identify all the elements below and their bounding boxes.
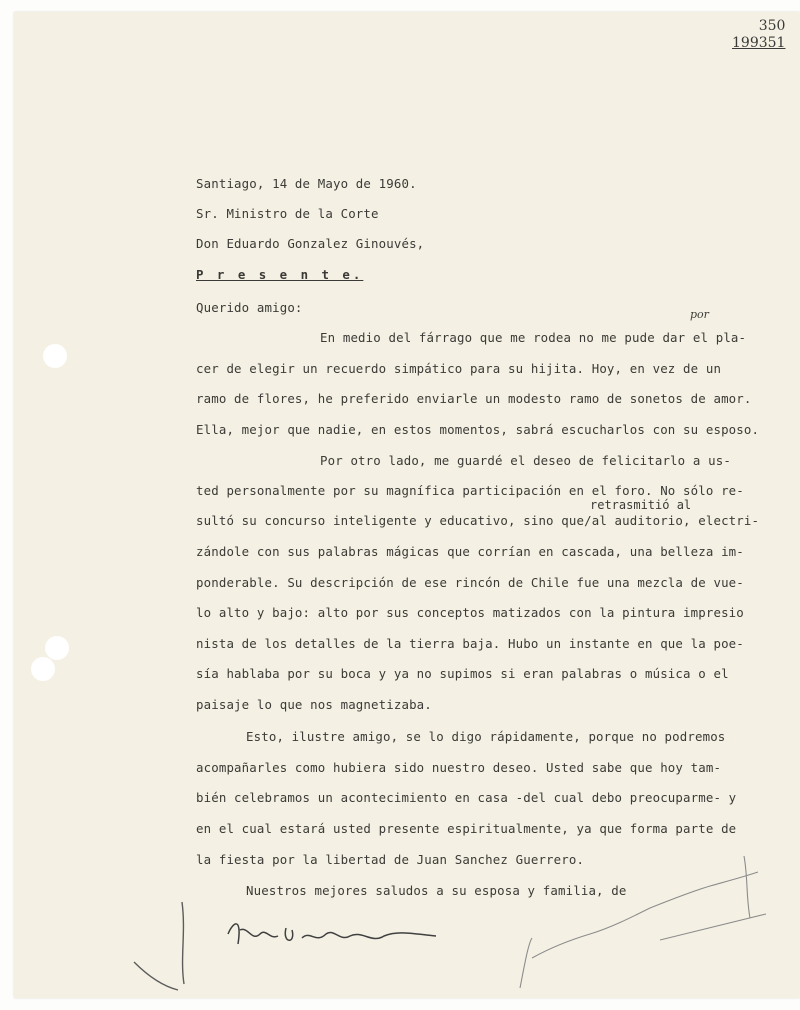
signature-matilde [510,848,780,998]
recipient-name: Don Eduardo Gonzalez Ginouvés, [196,236,425,251]
salutation: Querido amigo: [196,300,303,315]
archive-reference-number: 350 [758,18,786,34]
body-line: Esto, ilustre amigo, se lo digo rápidamente, porque no podremos [246,729,726,744]
body-line: sultó su concurso inteligente y educativo, sino que/al auditorio, electri- [196,513,760,528]
body-line: paisaje lo que nos magnetizaba. [196,697,432,712]
letter-sheet [14,12,800,998]
body-line: nista de los detalles de la tierra baja. Hubo un instante en que la poe- [196,636,744,651]
body-line: la fiesta por la libertad de Juan Sanchez Guerrero. [196,852,585,867]
signature-neruda [222,900,452,970]
body-line: Por otro lado, me guardé el deseo de felicitarlo a us- [320,453,731,468]
body-line: En medio del fárrago que me rodea no me pude dar el pla- [320,330,747,345]
body-line: bién celebramos un acontecimiento en casa -del cual debo preocuparme- y [196,790,737,805]
signature-left-stroke [124,892,214,992]
date-line: Santiago, 14 de Mayo de 1960. [196,176,417,191]
typed-insert-retransmitio: retrasmitió al [590,498,692,512]
closing-line: Nuestros mejores saludos a su esposa y familia, de [246,883,627,898]
body-line: en el cual estará usted presente espiritualmente, ya que forma parte de [196,821,737,836]
body-line: ponderable. Su descripción de ese rincón de Chile fue una mezcla de vue- [196,575,744,590]
archive-reference [732,18,785,52]
archive-reference-code: 199351 [732,35,786,51]
body-line: sía hablaba por su boca y ya no supimos si eran palabras o música o el [196,666,729,681]
punch-hole-bottom [31,657,55,681]
body-line: zándole con sus palabras mágicas que corrían en cascada, una belleza im- [196,544,744,559]
body-line: ramo de flores, he preferido enviarle un modesto ramo de sonetos de amor. [196,391,752,406]
recipient-title: Sr. Ministro de la Corte [196,206,379,221]
body-line: lo alto y bajo: alto por sus conceptos matizados con la pintura impresio [196,605,744,620]
handwritten-insert-por: por [690,308,709,321]
presente-heading: P r e s e n t e. [196,267,364,282]
body-line: Ella, mejor que nadie, en estos momentos, sabrá escucharlos con su esposo. [196,422,760,437]
punch-hole-mid [45,636,69,660]
punch-hole-top [43,344,67,368]
body-line: cer de elegir un recuerdo simpático para su hijita. Hoy, en vez de un [196,361,722,376]
body-line: acompañarles como hubiera sido nuestro deseo. Usted sabe que hoy tam- [196,760,722,775]
body-line: ted personalmente por su magnífica participación en el foro. No sólo re- [196,483,744,498]
